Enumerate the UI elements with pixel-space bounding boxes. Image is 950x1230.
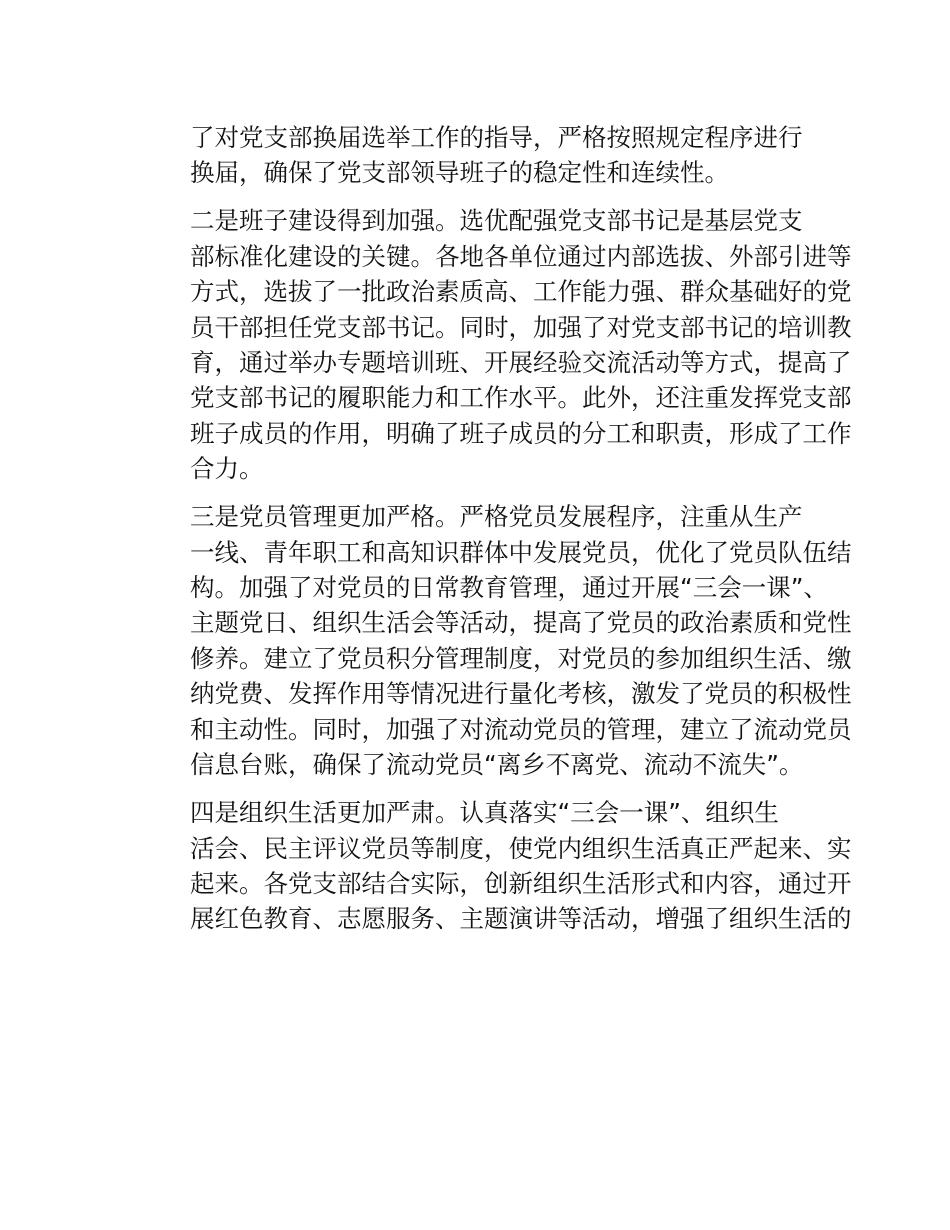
text-line: 换届，确保了党支部领导班子的稳定性和连续性。 [190,158,729,188]
paragraph-election-guidance [141,120,811,191]
text-line: 班子成员的作用，明确了班子成员的分工和职责，形成了工作 [190,418,852,448]
text-line: 合力。 [190,454,264,484]
text-line: 一线、青年职工和高知识群体中发展党员，优化了党员队伍结 [190,537,852,567]
text-line: 二是班子建设得到加强。选优配强党支部书记是基层党支 [190,206,803,236]
paragraph-team-building [141,203,852,486]
text-line: 员干部担任党支部书记。同时，加强了对党支部书记的培训教 [190,312,852,342]
text-line: 党支部书记的履职能力和工作水平。此外，还注重发挥党支部 [190,383,852,413]
text-line: 纳党费、发挥作用等情况进行量化考核，激发了党员的积极性 [190,679,852,709]
paragraph-organizational-life [141,795,852,937]
text-line: 展红色教育、志愿服务、主题演讲等活动，增强了组织生活的 [190,904,852,934]
text-line: 三是党员管理更加严格。严格党员发展程序，注重从生产 [190,502,803,532]
document-body [141,120,852,949]
paragraph-member-management [141,499,852,782]
text-line: 和主动性。同时，加强了对流动党员的管理，建立了流动党员 [190,714,852,744]
text-line: 起来。各党支部结合实际，创新组织生活形式和内容，通过开 [190,868,852,898]
text-line: 修养。建立了党员积分管理制度，对党员的参加组织生活、缴 [190,643,852,673]
text-line: 信息台账，确保了流动党员“离乡不离党、流动不流失”。 [190,750,804,780]
text-line: 四是组织生活更加严肃。认真落实“三会一课”、组织生 [190,798,779,828]
text-line: 育，通过举办专题培训班、开展经验交流活动等方式，提高了 [190,348,852,378]
text-line: 主题党日、组织生活会等活动，提高了党员的政治素质和党性 [190,608,852,638]
text-line: 活会、民主评议党员等制度，使党内组织生活真正严起来、实 [190,833,852,863]
text-line: 部标准化建设的关键。各地各单位通过内部选拔、外部引进等 [190,241,852,271]
text-line: 构。加强了对党员的日常教育管理，通过开展“三会一课”、 [190,573,828,603]
text-line: 了对党支部换届选举工作的指导，严格按照规定程序进行 [190,123,803,152]
text-line: 方式，选拔了一批政治素质高、工作能力强、群众基础好的党 [190,277,852,307]
